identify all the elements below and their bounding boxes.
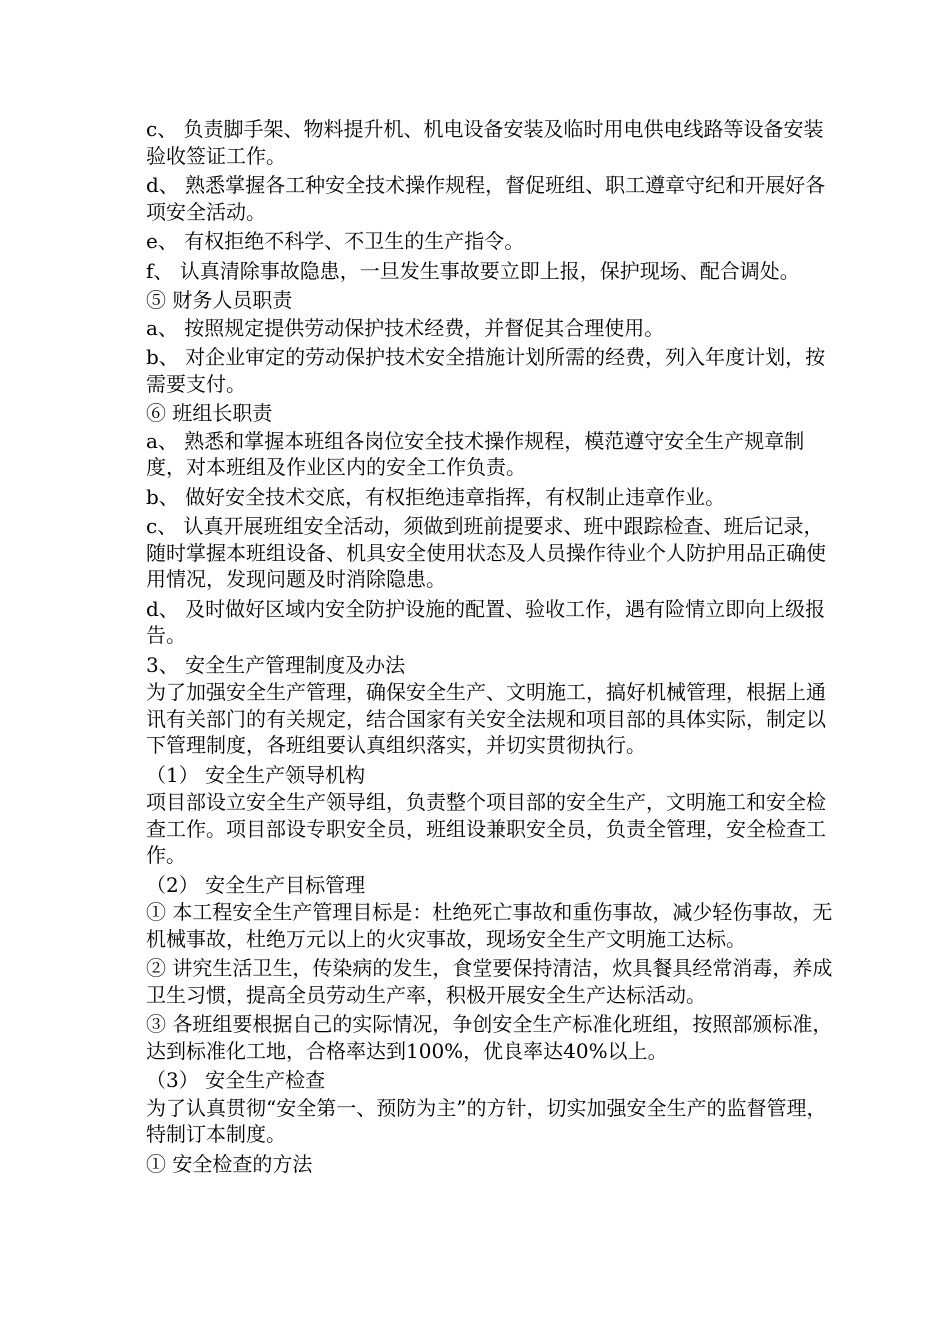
paragraph: b、 对企业审定的劳动保护技术安全措施计划所需的经费，列入年度计划，按需要支付。 bbox=[146, 345, 826, 396]
paragraph: b、 做好安全技术交底，有权拒绝违章指挥，有权制止违章作业。 bbox=[146, 484, 726, 509]
paragraph: c、 认真开展班组安全活动，须做到班前提要求、班中跟踪检查、班后记录，随时掌握本班组设备、机具安全使用状态及人员操作待业个人防护用品正确使用情况，发现问题及时消除隐患。 bbox=[146, 514, 826, 591]
paragraph: a、 按照规定提供劳动保护技术经费，并督促其合理使用。 bbox=[146, 315, 665, 340]
subsection-heading: （2） 安全生产目标管理 bbox=[146, 872, 366, 897]
paragraph: 为了加强安全生产管理，确保安全生产、文明施工，搞好机械管理，根据上通讯有关部门的有关规定，结合国家有关安全法规和项目部的具体实际，制定以下管理制度，各班组要认真组织落实，并切实贯彻执行。 bbox=[146, 680, 826, 757]
paragraph: e、 有权拒绝不科学、不卫生的生产指令。 bbox=[146, 229, 525, 253]
paragraph: f、 认真清除事故隐患，一旦发生事故要立即上报，保护现场、配合调处。 bbox=[146, 258, 800, 283]
section-heading: ⑤ 财务人员职责 bbox=[146, 288, 293, 312]
paragraph: a、 熟悉和掌握本班组各岗位安全技术操作规程，模范遵守安全生产规章制度，对本班组及作业区内的安全工作负责。 bbox=[146, 428, 805, 479]
document-page bbox=[146, 116, 836, 1180]
subsection-heading: （3） 安全生产检查 bbox=[146, 1068, 326, 1092]
paragraph: 项目部设立安全生产领导组，负责整个项目部的安全生产，文明施工和安全检查工作。项目部设专职安全员，班组设兼职安全员，负责全管理，安全检查工作。 bbox=[146, 790, 826, 867]
paragraph: d、 及时做好区域内安全防护设施的配置、验收工作，遇有险情立即向上级报告。 bbox=[146, 596, 826, 647]
subsection-heading: （1） 安全生产领导机构 bbox=[146, 762, 366, 787]
paragraph: d、 熟悉掌握各工种安全技术操作规程，督促班组、职工遵章守纪和开展好各项安全活动。 bbox=[146, 173, 826, 224]
paragraph: ② 讲究生活卫生，传染病的发生，食堂要保持清洁，炊具餐具经常消毒，养成卫生习惯，提高全员劳动生产率，积极开展安全生产达标活动。 bbox=[146, 956, 833, 1007]
paragraph: 为了认真贯彻“安全第一、预防为主”的方针，切实加强安全生产的监督管理，特制订本制度。 bbox=[146, 1095, 827, 1146]
paragraph: c、 负责脚手架、物料提升机、机电设备安装及临时用电供电线路等设备安装验收签证工作。 bbox=[146, 117, 824, 168]
section-heading: ⑥ 班组长职责 bbox=[146, 401, 273, 425]
paragraph: ① 本工程安全生产管理目标是：杜绝死亡事故和重伤事故，减少轻伤事故，无机械事故，杜绝万元以上的火灾事故，现场安全生产文明施工达标。 bbox=[146, 900, 833, 951]
section-heading: 3、 安全生产管理制度及办法 bbox=[146, 652, 406, 677]
paragraph: ③ 各班组要根据自己的实际情况，争创安全生产标准化班组，按照部颁标准，达到标准化工地，合格率达到100%，优良率达40%以上。 bbox=[146, 1012, 833, 1063]
section-heading: ① 安全检查的方法 bbox=[146, 1151, 313, 1176]
